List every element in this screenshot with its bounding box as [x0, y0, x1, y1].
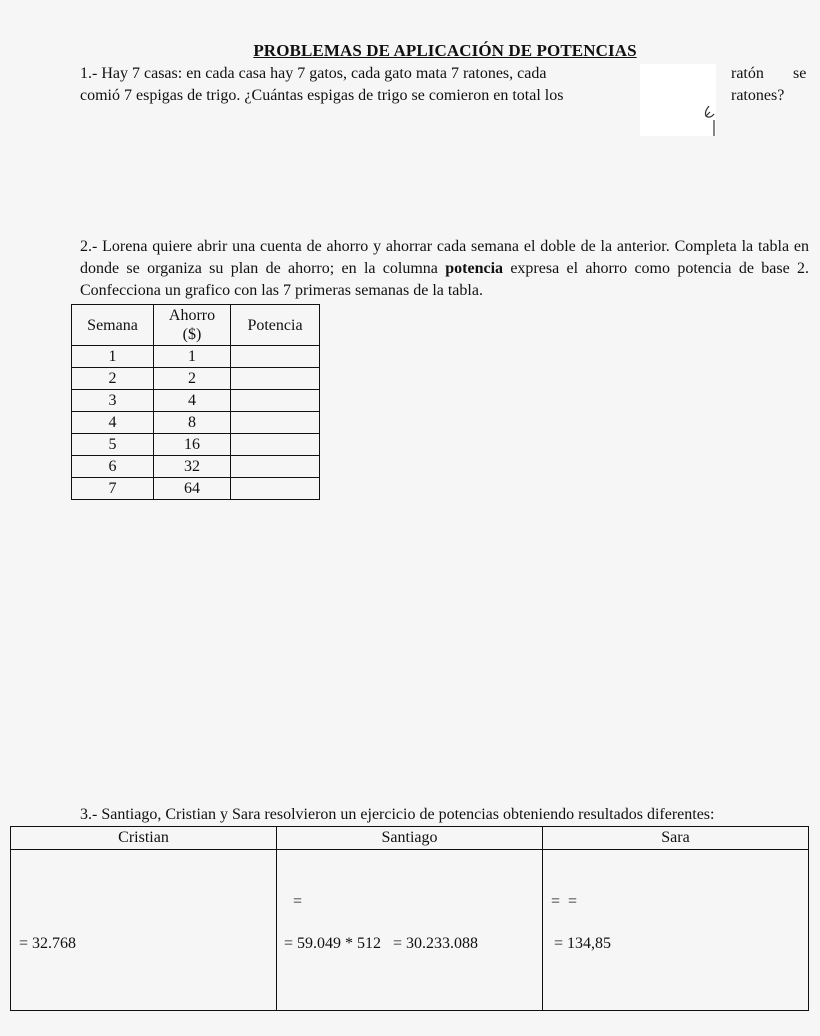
table-row: [72, 390, 320, 412]
cell-potencia[interactable]: [231, 478, 320, 500]
cell-semana: 2: [72, 368, 154, 390]
header-semana: Semana: [72, 305, 154, 346]
cell-cristian: [11, 850, 277, 1011]
header-santiago: Santiago: [277, 827, 543, 850]
results-table: [10, 826, 809, 1011]
problem1-line1: 1.- Hay 7 casas: en cada casa hay 7 gatos, cada gato mata 7 ratones, cada: [80, 65, 547, 82]
problem1-line2: comió 7 espigas de trigo. ¿Cuántas espigas de trigo se comieron en total los: [80, 87, 564, 104]
problem2-text-part2: expresa el ahorro como potencia de base 2. Confecciona un grafico con las 7 primeras semanas de la tabla.: [80, 260, 810, 299]
sara-eq1: = =: [551, 893, 578, 910]
header-ahorro: [154, 305, 231, 346]
image-placeholder: [640, 64, 716, 136]
cell-potencia[interactable]: [231, 368, 320, 390]
table-row: [72, 456, 320, 478]
cell-semana: 1: [72, 346, 154, 368]
santiago-result: = 59.049 * 512 = 30.233.088: [284, 935, 479, 952]
problem3-text: 3.- Santiago, Cristian y Sara resolvieron un ejercicio de potencias obteniendo resultados diferentes:: [80, 806, 715, 823]
cell-ahorro: 1: [154, 346, 231, 368]
cell-semana: 4: [72, 412, 154, 434]
cell-semana: 3: [72, 390, 154, 412]
cell-potencia[interactable]: [231, 412, 320, 434]
cell-sara: [543, 850, 809, 1011]
problem1-line2-ratones: ratones?: [731, 87, 785, 104]
results-body-row: [11, 850, 809, 1011]
cell-ahorro: 4: [154, 390, 231, 412]
problem1-line1-se: se: [793, 65, 807, 82]
header-ahorro-line1: Ahorro: [168, 307, 216, 324]
problem2-text-part1: 2.- Lorena quiere abrir una cuenta de ahorro y ahorrar cada semana el doble de la anterior. Completa la tabla en donde se organiza su plan de ahorro; en la columna: [80, 238, 809, 277]
pencil-mark-icon: [640, 64, 716, 136]
header-cristian: Cristian: [11, 827, 277, 850]
header-sara: Sara: [543, 827, 809, 850]
table-row: [72, 368, 320, 390]
table-row: [72, 478, 320, 500]
cell-semana: 5: [72, 434, 154, 456]
problem2-text: [80, 236, 809, 302]
page-title: PROBLEMAS DE APLICACIÓN DE POTENCIAS: [253, 41, 637, 60]
table-header-row: [72, 305, 320, 346]
header-potencia: Potencia: [231, 305, 320, 346]
cell-semana: 7: [72, 478, 154, 500]
table-row: [72, 434, 320, 456]
problem1-line1-raton: ratón: [731, 65, 764, 82]
cell-ahorro: 64: [154, 478, 231, 500]
header-ahorro-line2: ($): [182, 326, 202, 343]
cell-potencia[interactable]: [231, 456, 320, 478]
savings-table: [71, 304, 320, 500]
table-row: [72, 412, 320, 434]
results-header-row: [11, 827, 809, 850]
cell-potencia[interactable]: [231, 434, 320, 456]
cell-ahorro: 8: [154, 412, 231, 434]
cell-semana: 6: [72, 456, 154, 478]
cell-potencia[interactable]: [231, 346, 320, 368]
santiago-eq1: =: [293, 893, 303, 910]
cell-santiago: [277, 850, 543, 1011]
problem2-bold-word: potencia: [445, 260, 504, 277]
sara-result: = 134,85: [554, 935, 612, 952]
cell-potencia[interactable]: [231, 390, 320, 412]
cell-ahorro: 16: [154, 434, 231, 456]
table-row: [72, 346, 320, 368]
cristian-result: = 32.768: [19, 935, 77, 952]
cell-ahorro: 2: [154, 368, 231, 390]
cell-ahorro: 32: [154, 456, 231, 478]
